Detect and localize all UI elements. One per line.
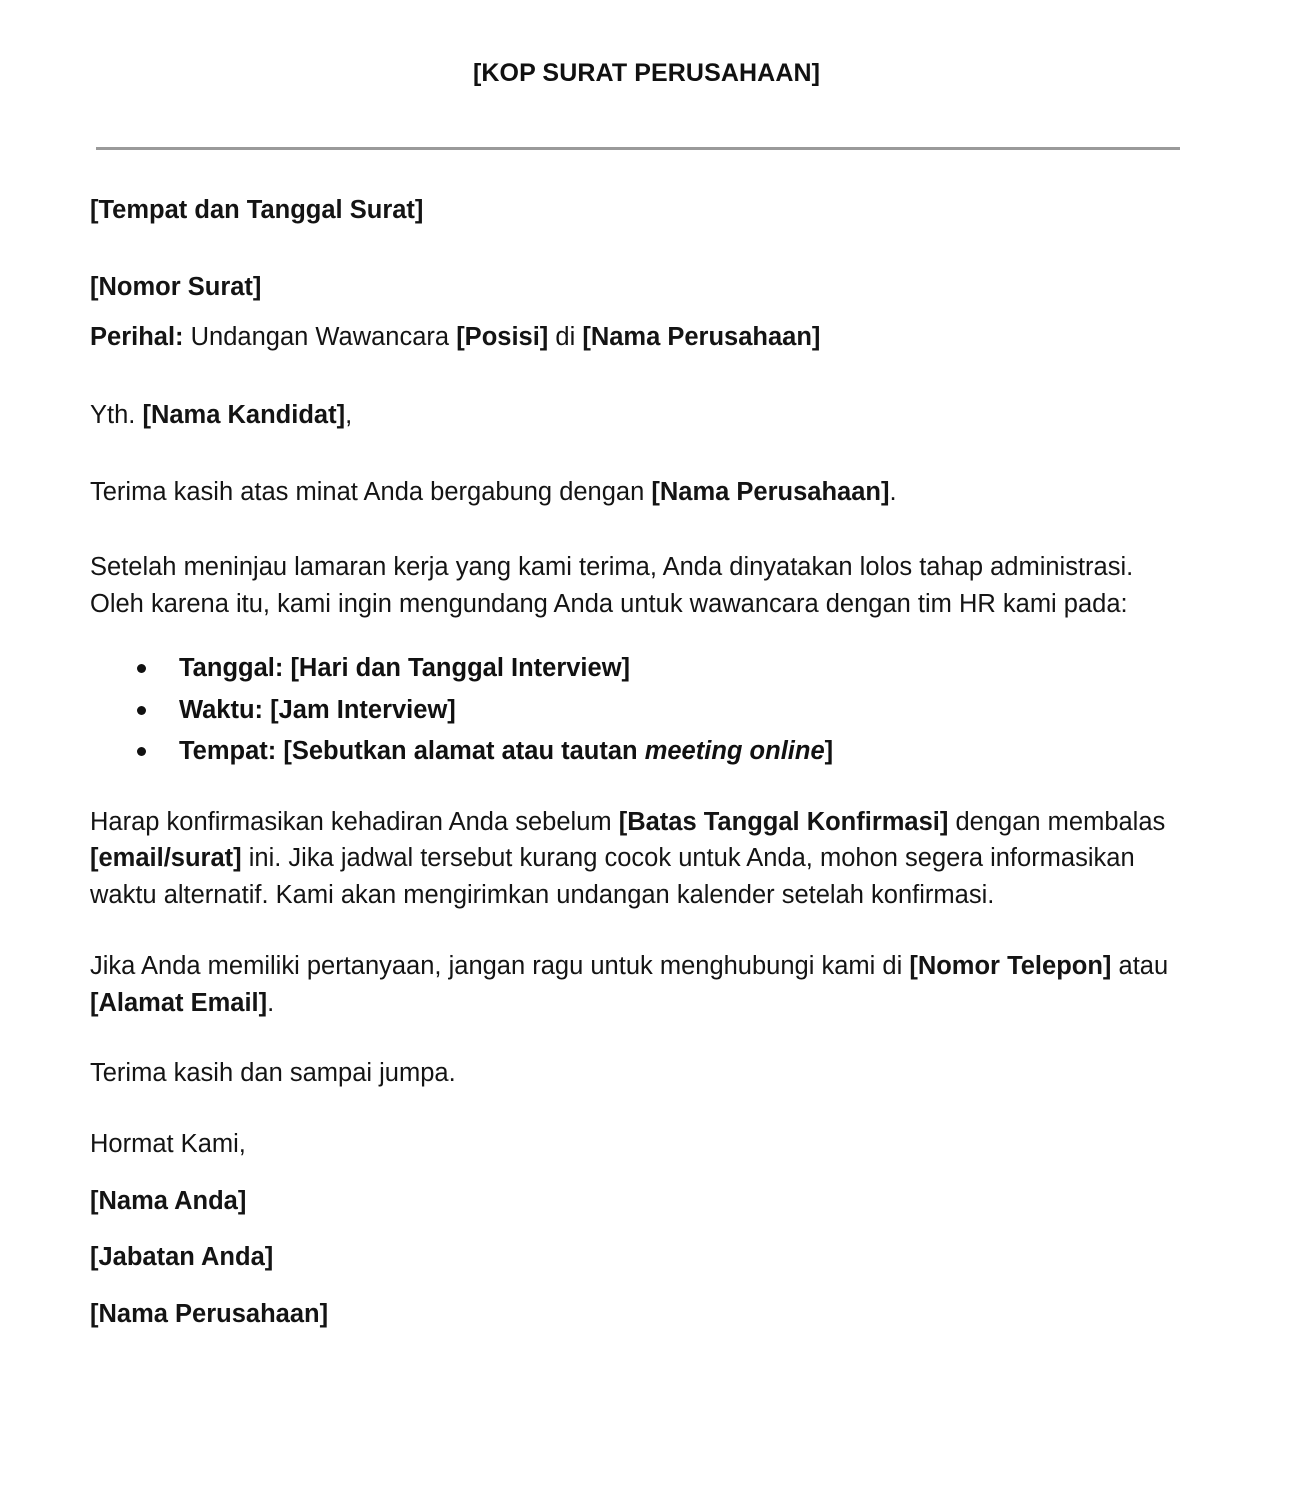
bullet-icon (137, 706, 146, 715)
closing-thanks: Terima kasih dan sampai jumpa. (90, 1059, 456, 1088)
signature-company-placeholder: [Nama Perusahaan] (90, 1300, 329, 1329)
letter-number: [Nomor Surat] (90, 272, 262, 301)
confirmation-text-2: dengan membalas (948, 807, 1166, 836)
place-and-date: [Tempat dan Tanggal Surat] (90, 196, 424, 225)
subject-line (90, 319, 1188, 356)
signature-closing: Hormat Kami, (90, 1130, 246, 1159)
detail-label: Waktu: (179, 695, 264, 724)
bullet-icon (137, 664, 146, 673)
intro-company-placeholder: [Nama Perusahaan] (651, 478, 890, 507)
detail-value: [Hari dan Tanggal Interview] (283, 654, 631, 683)
list-item (90, 692, 1188, 729)
list-item (90, 650, 1188, 687)
letterhead-title: [KOP SURAT PERUSAHAAN] (472, 59, 821, 87)
confirmation-deadline-placeholder: [Batas Tanggal Konfirmasi] (618, 807, 949, 836)
signature-name-placeholder: [Nama Anda] (90, 1186, 247, 1215)
subject-label: Perihal: (90, 322, 184, 351)
bullet-icon (137, 747, 146, 756)
subject-position-placeholder: [Posisi] (456, 322, 549, 351)
confirmation-paragraph (90, 804, 1188, 914)
interview-details-list (90, 650, 1188, 770)
contact-phone-placeholder: [Nomor Telepon] (909, 951, 1112, 980)
intro-text-2: . (889, 478, 897, 507)
body-paragraph: Setelah meninjau lamaran kerja yang kami terima, Anda dinyatakan lolos tahap administrasi. Oleh karena itu, kami ingin mengundang Anda untuk wawancara dengan tim HR kami pada: (90, 552, 1134, 618)
contact-text-2: atau (1111, 951, 1169, 980)
contact-text-3: . (267, 988, 275, 1017)
letter-body (0, 150, 1293, 1333)
detail-tail: ] (824, 737, 834, 766)
detail-label: Tanggal: (179, 654, 284, 683)
salutation-prefix: Yth. (90, 401, 143, 430)
confirmation-text-3: ini. Jika jadwal tersebut kurang cocok untuk Anda, mohon segera informasikan waktu alternatif. Kami akan mengirimkan undangan kalender setelah konfirmasi. (90, 844, 1135, 910)
signature-title-placeholder: [Jabatan Anda] (90, 1243, 274, 1272)
intro-text-1: Terima kasih atas minat Anda bergabung dengan (90, 478, 652, 507)
confirmation-text-1: Harap konfirmasikan kehadiran Anda sebelum (90, 807, 619, 836)
detail-emphasis: meeting online (644, 737, 825, 766)
contact-email-placeholder: [Alamat Email] (90, 988, 268, 1017)
subject-text-2: di (548, 322, 583, 351)
contact-paragraph (90, 948, 1188, 1021)
detail-value: [Jam Interview] (263, 695, 456, 724)
list-item (90, 733, 1188, 770)
detail-value: [Sebutkan alamat atau tautan (276, 737, 645, 766)
detail-label: Tempat: (179, 737, 277, 766)
subject-text-1: Undangan Wawancara (183, 322, 457, 351)
intro-paragraph (90, 474, 1188, 511)
salutation (90, 397, 1188, 434)
candidate-name-placeholder: [Nama Kandidat] (142, 401, 346, 430)
subject-company-placeholder: [Nama Perusahaan] (582, 322, 821, 351)
contact-text-1: Jika Anda memiliki pertanyaan, jangan ragu untuk menghubungi kami di (90, 951, 910, 980)
salutation-suffix: , (345, 401, 353, 430)
confirmation-channel-placeholder: [email/surat] (90, 844, 242, 873)
